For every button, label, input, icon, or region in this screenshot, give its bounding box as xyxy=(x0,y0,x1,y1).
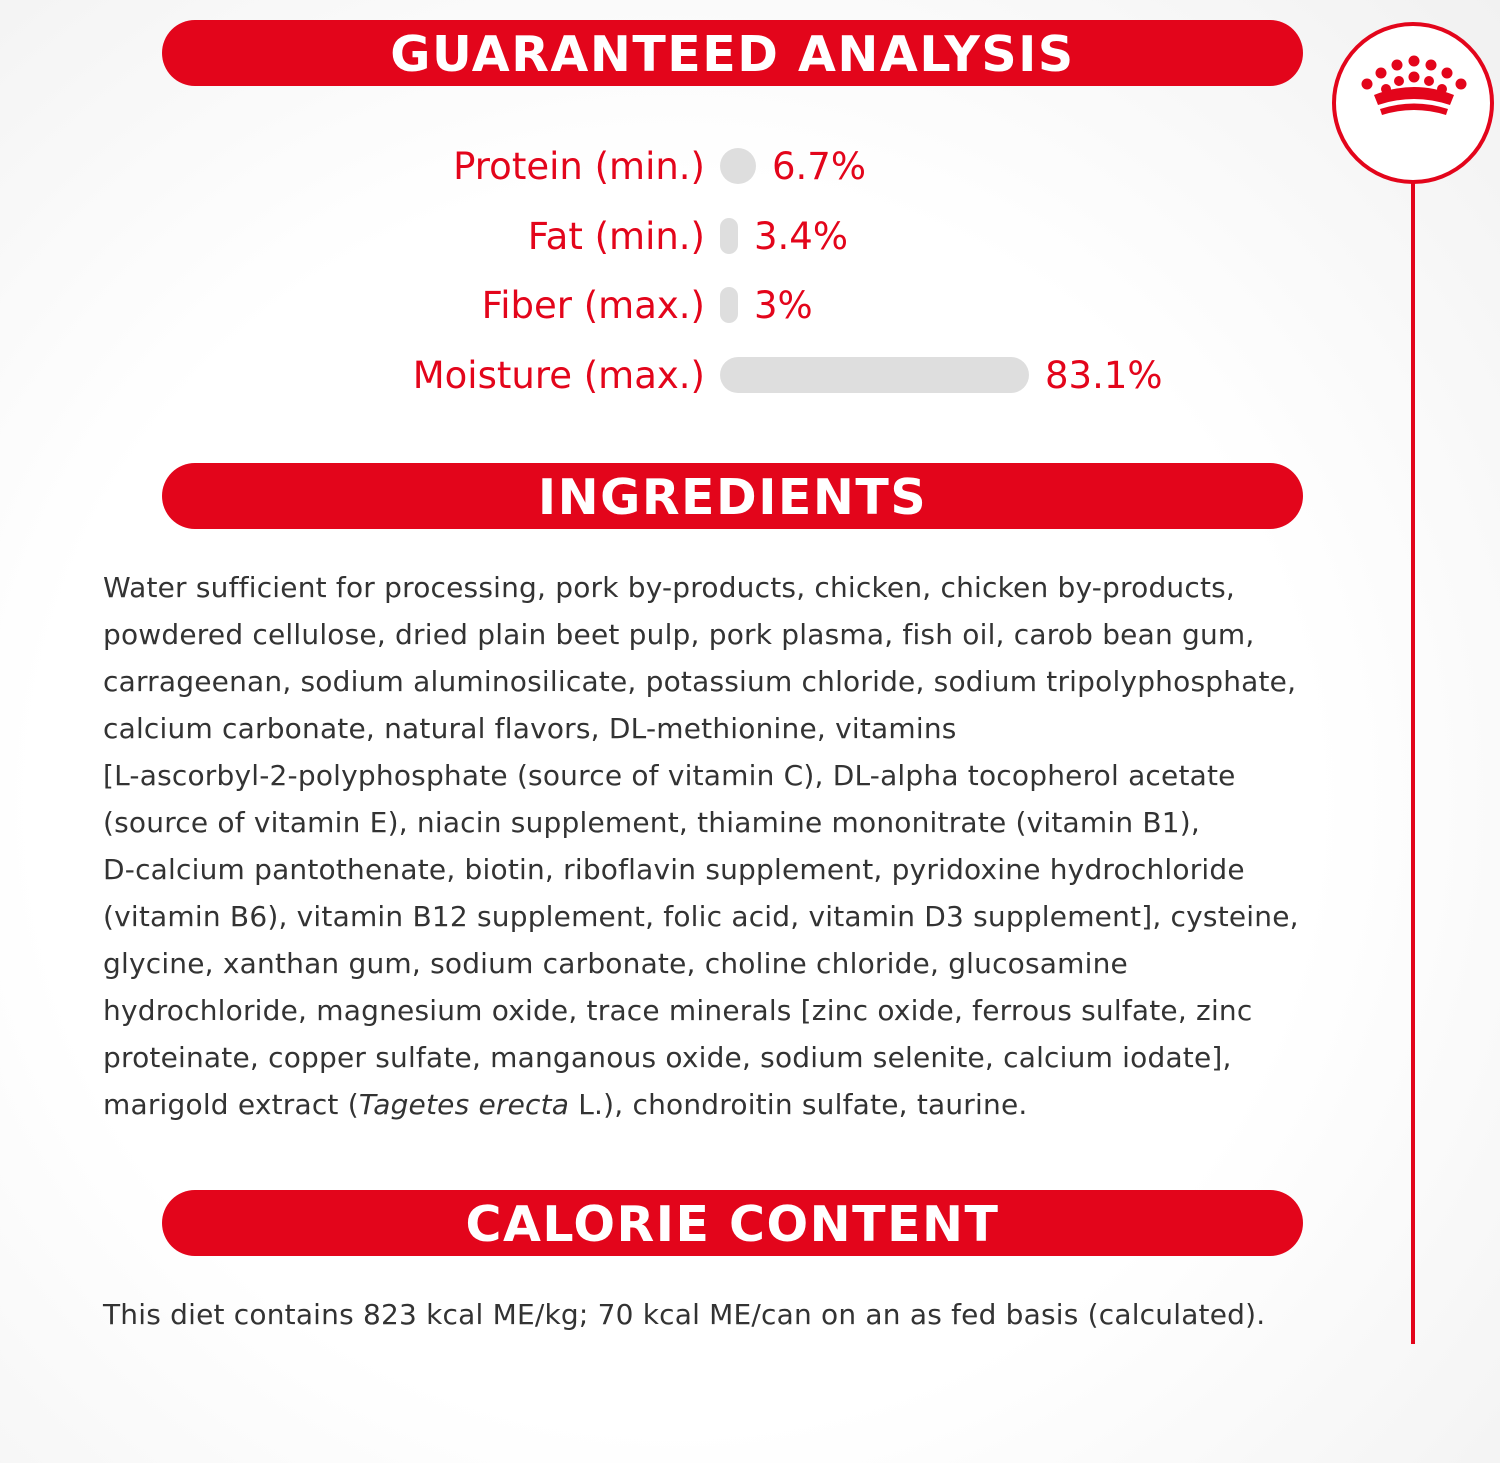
ingredients-line: glycine, xanthan gum, sodium carbonate, choline chloride, glucosamine xyxy=(103,947,1128,980)
ingredients-last-suffix: L.), chondroitin sulfate, taurine. xyxy=(569,1088,1028,1121)
calorie-content-title: CALORIE CONTENT xyxy=(465,1195,1000,1253)
analysis-bar xyxy=(720,218,738,254)
analysis-value: 3% xyxy=(754,284,813,327)
guaranteed-analysis-title: GUARANTEED ANALYSIS xyxy=(390,25,1075,83)
calorie-text xyxy=(103,1291,1353,1338)
calorie-content-header xyxy=(162,1190,1303,1256)
analysis-label: Protein (min.) xyxy=(453,145,705,188)
ingredients-line: D-calcium pantothenate, biotin, riboflavin supplement, pyridoxine hydrochloride xyxy=(103,853,1245,886)
ingredients-line: powdered cellulose, dried plain beet pulp, pork plasma, fish oil, carob bean gum, xyxy=(103,618,1255,651)
analysis-bar xyxy=(720,287,738,323)
analysis-value: 6.7% xyxy=(772,145,866,188)
analysis-label: Fat (min.) xyxy=(527,215,705,258)
ingredients-header xyxy=(162,463,1303,529)
ingredients-last-prefix: marigold extract ( xyxy=(103,1088,359,1121)
analysis-row-fat xyxy=(0,212,1500,262)
analysis-bar xyxy=(720,357,1029,393)
analysis-value: 83.1% xyxy=(1045,354,1163,397)
ingredients-title: INGREDIENTS xyxy=(537,468,928,526)
ingredients-line: [L-ascorbyl-2-polyphosphate (source of vitamin C), DL-alpha tocopherol acetate xyxy=(103,759,1236,792)
analysis-label: Moisture (max.) xyxy=(412,354,705,397)
ingredients-line: hydrochloride, magnesium oxide, trace minerals [zinc oxide, ferrous sulfate, zinc xyxy=(103,994,1253,1027)
ingredients-line: proteinate, copper sulfate, manganous oxide, sodium selenite, calcium iodate], xyxy=(103,1041,1232,1074)
ingredients-botanical-name: Tagetes erecta xyxy=(358,1088,570,1121)
analysis-row-fiber xyxy=(0,281,1500,331)
ingredients-line: (source of vitamin E), niacin supplement, thiamine mononitrate (vitamin B1), xyxy=(103,806,1201,839)
guaranteed-analysis-header xyxy=(162,20,1303,86)
analysis-bar xyxy=(720,148,756,184)
calorie-line: This diet contains 823 kcal ME/kg; 70 kcal ME/can on an as fed basis (calculated). xyxy=(103,1298,1266,1331)
ingredients-text xyxy=(103,564,1353,1128)
analysis-row-moisture xyxy=(0,351,1500,401)
ingredients-line: carrageenan, sodium aluminosilicate, potassium chloride, sodium tripolyphosphate, xyxy=(103,665,1297,698)
analysis-value: 3.4% xyxy=(754,215,848,258)
ingredients-line: (vitamin B6), vitamin B12 supplement, folic acid, vitamin D3 supplement], cysteine, xyxy=(103,900,1299,933)
analysis-label: Fiber (max.) xyxy=(481,284,705,327)
ingredients-line: calcium carbonate, natural flavors, DL-methionine, vitamins xyxy=(103,712,957,745)
analysis-row-protein xyxy=(0,142,1500,192)
crown-icon xyxy=(1360,55,1468,117)
ingredients-last-line xyxy=(103,1081,1353,1128)
ingredients-line: Water sufficient for processing, pork by-products, chicken, chicken by-products, xyxy=(103,571,1236,604)
